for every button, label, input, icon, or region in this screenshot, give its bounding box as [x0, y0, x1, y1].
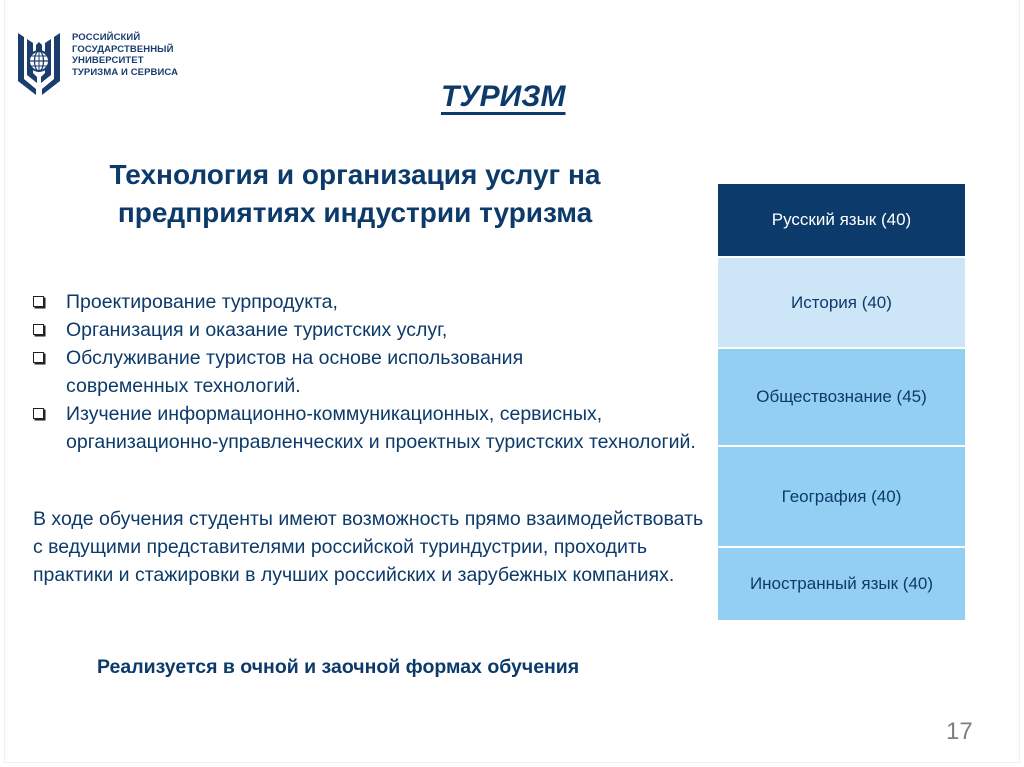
subject-geography	[718, 447, 965, 548]
subject-label: Обществознание (45)	[756, 387, 927, 406]
subject-label: Иностранный язык (40)	[749, 574, 934, 593]
list-item-text: Изучение информационно-коммуникационных, сервисных, организационно-управленческих и проектных туристских технологий.	[66, 403, 696, 453]
list-item	[33, 400, 703, 456]
list-item-text: Проектирование турпродукта,	[66, 291, 338, 313]
checkbox-bullet-icon	[33, 324, 44, 335]
university-name	[72, 32, 178, 78]
subject-history	[718, 258, 965, 349]
subject-label: География (40)	[781, 486, 902, 506]
university-name-line: ГОСУДАРСТВЕННЫЙ	[72, 43, 174, 55]
subject-foreign-language	[718, 548, 965, 620]
study-forms-note: Реализуется в очной и заочной формах обучения	[97, 656, 580, 678]
description-paragraph: В ходе обучения студенты имеют возможность прямо взаимодействовать с ведущими представителями российской туриндустрии, проходить практики и стажировки в лучших российских и зарубежных компаниях.	[33, 508, 704, 586]
program-title: Технология и организация услуг на предприятиях индустрии туризма	[109, 159, 601, 228]
subject-label: Русский язык (40)	[771, 210, 912, 229]
list-item	[33, 288, 703, 316]
university-name-line: ТУРИЗМА И СЕРВИСА	[72, 66, 179, 78]
list-item	[33, 344, 703, 400]
program-features-list	[33, 288, 703, 456]
list-item-text: Обслуживание туристов на основе использования современных технологий.	[66, 347, 524, 397]
page-number: 17	[946, 718, 973, 745]
section-title: ТУРИЗМ	[441, 80, 566, 113]
university-name-line: РОССИЙСКИЙ	[72, 32, 141, 43]
checkbox-bullet-icon	[33, 296, 44, 307]
checkbox-bullet-icon	[33, 408, 44, 419]
list-item	[33, 316, 703, 344]
subject-russian	[718, 184, 965, 258]
university-name-line: УНИВЕРСИТЕТ	[72, 55, 144, 66]
entrance-exams-list	[718, 184, 965, 620]
subject-social-studies	[718, 349, 965, 447]
subject-label: История (40)	[791, 292, 892, 312]
checkbox-bullet-icon	[33, 352, 44, 363]
list-item-text: Организация и оказание туристских услуг,	[66, 319, 448, 341]
university-book-globe-logo-icon	[16, 29, 62, 95]
